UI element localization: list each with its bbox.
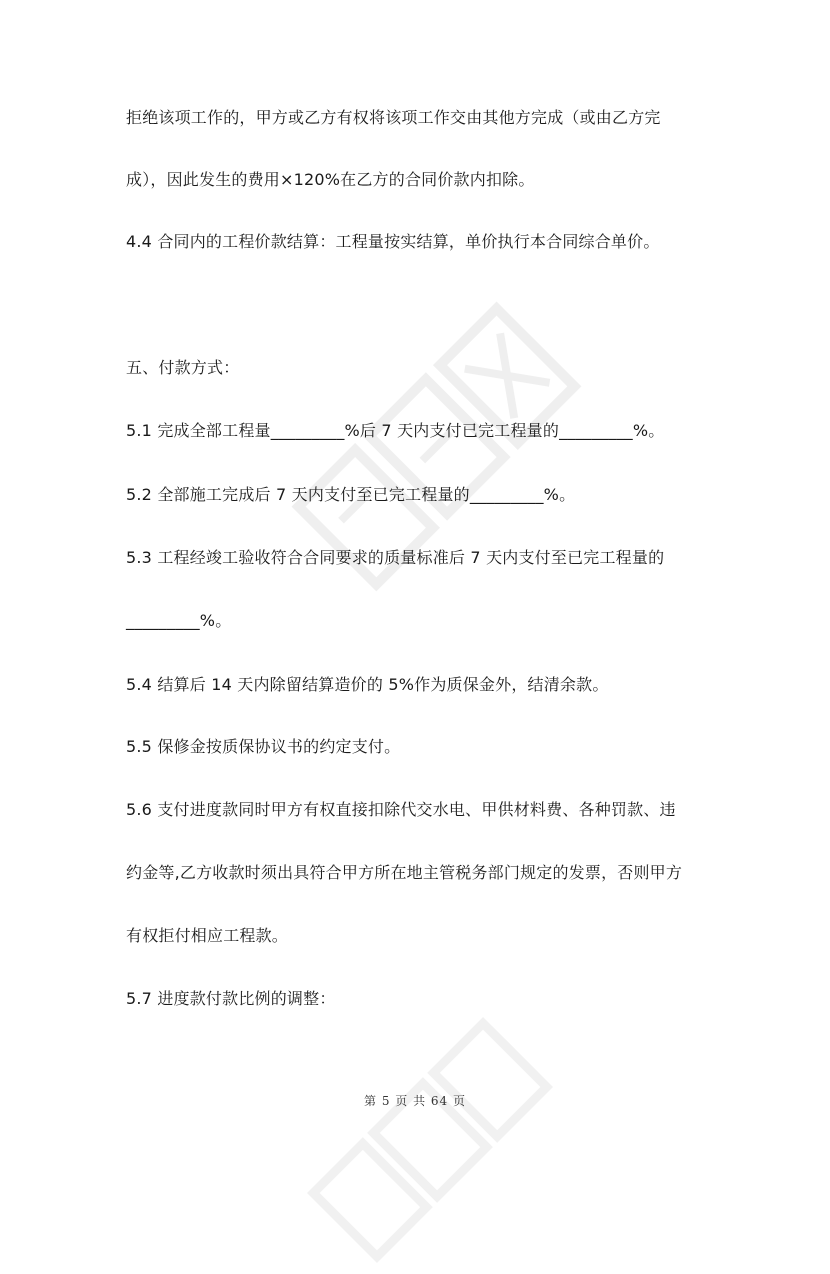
text-line-12: 约金等,乙方收款时须出具符合甲方所在地主管税务部门规定的发票，否则甲方 [126, 863, 683, 882]
text-line-10: 5.5 保修金按质保协议书的约定支付。 [126, 737, 401, 756]
text-line-2: 成），因此发生的费用×120%在乙方的合同价款内扣除。 [126, 170, 535, 189]
text-line-1: 拒绝该项工作的，甲方或乙方有权将该项工作交由其他方完成（或由乙方完 [126, 108, 661, 127]
watermark-logo-bottom [296, 1006, 565, 1274]
text-line-14: 5.7 进度款付款比例的调整： [126, 989, 336, 1008]
page-number-footer: 第 5 页 共 64 页 [364, 1094, 466, 1108]
text-line-6: 5.2 全部施工完成后 7 天内支付至已完工程量的_________%。 [126, 485, 576, 504]
text-line-5: 5.1 完成全部工程量_________%后 7 天内支付已完工程量的_________%。 [126, 421, 665, 440]
text-line-13: 有权拒付相应工程款。 [126, 926, 289, 945]
section-heading: 五、付款方式： [126, 358, 240, 377]
text-line-9: 5.4 结算后 14 天内除留结算造价的 5%作为质保金外，结清余款。 [126, 675, 609, 694]
text-line-3: 4.4 合同内的工程价款结算：工程量按实结算，单价执行本合同综合单价。 [126, 232, 660, 251]
text-line-11: 5.6 支付进度款同时甲方有权直接扣除代交水电、甲供材料费、各种罚款、违 [126, 800, 676, 819]
text-line-7: 5.3 工程经竣工验收符合合同要求的质量标准后 7 天内支付至已完工程量的 [126, 548, 665, 567]
text-line-8: _________%。 [126, 611, 232, 630]
